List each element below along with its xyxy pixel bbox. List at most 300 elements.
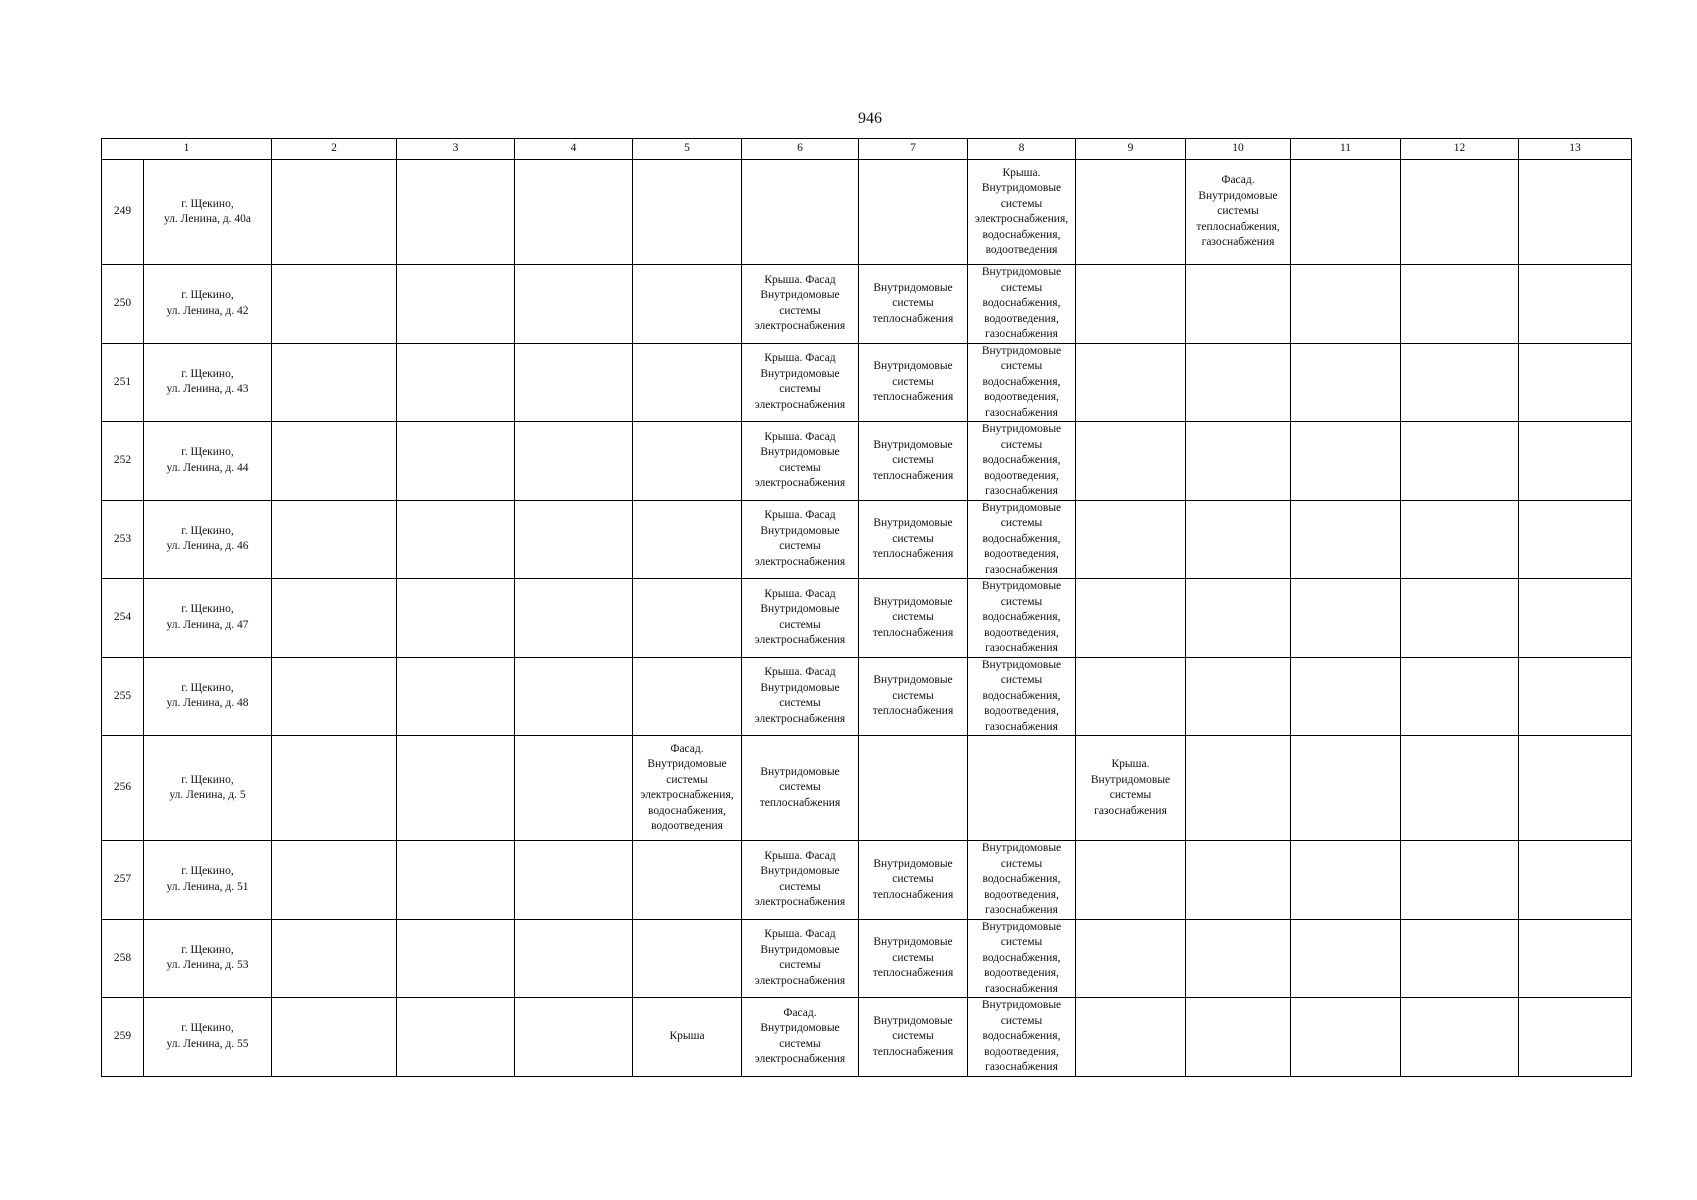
cell-col-7 [859,343,968,422]
cell-col-6 [742,998,859,1077]
cell-col-5 [633,343,742,422]
cell-col-4 [515,736,633,841]
row-number: 257 [102,841,144,920]
cell-text-line: Внутридомовые [873,936,953,948]
cell-col-7 [859,500,968,579]
table-row [102,500,1632,579]
cell-text-line: водоснабжения, [982,532,1061,545]
cell-col-5 [633,657,742,736]
cell-text-line: Внутридомовые [760,524,840,537]
cell-col-8 [968,657,1076,736]
cell-col-4 [515,919,633,998]
cell-text-line: Внутридомовые [873,438,953,451]
cell-col-2 [272,998,397,1077]
cell-col-7 [859,657,968,736]
cell-col-9 [1076,841,1186,920]
cell-text-line: Внутридомовые [981,344,1062,357]
address-cell [144,500,272,579]
cell-col-11 [1291,919,1401,998]
cell-col-12 [1401,422,1519,501]
cell-text-line: водоснабжения, [982,1030,1061,1042]
header-cell-12: 12 [1401,139,1519,160]
cell-col-12 [1401,579,1519,658]
cell-text-line: электроснабжения, [974,213,1069,225]
cell-text-line: системы [892,375,934,388]
table-row [102,579,1632,658]
cell-text-line: газоснабжения [985,982,1058,995]
address-cell [144,265,272,344]
table-row [102,160,1632,265]
cell-text-line: Крыша. Фасад [764,273,836,286]
cell-text-line: системы [779,618,821,631]
repair-schedule-table [101,138,1632,1077]
table-row [102,343,1632,422]
address-cell [144,343,272,422]
cell-col-10 [1186,841,1291,920]
header-cell-7: 7 [859,139,968,160]
cell-col-13 [1519,500,1632,579]
cell-col-6 [742,265,859,344]
cell-text-line: системы [1000,360,1043,372]
cell-col-11 [1291,160,1401,265]
cell-text-line: системы [779,304,821,317]
address-cell [144,657,272,736]
cell-text-line: системы [892,297,934,309]
cell-text-line: системы [779,540,821,553]
cell-col-4 [515,160,633,265]
cell-text-line: водоотведения [985,244,1058,256]
cell-text-line: системы [779,383,821,396]
cell-text-line: системы [892,1030,934,1042]
cell-text-line: водоснабжения, [982,375,1061,388]
cell-col-11 [1291,579,1401,658]
cell-text-line: системы [892,611,934,623]
cell-text-line: Фасад. [783,1006,817,1019]
table-row [102,657,1632,736]
header-cell-4: 4 [515,139,633,160]
cell-text-line: Внутридомовые [1090,773,1171,786]
cell-col-6 [742,160,859,265]
cell-text-line: газоснабжения [1201,236,1275,249]
header-cell-3: 3 [397,139,515,160]
cell-col-2 [272,422,397,501]
cell-text-line: Внутридомовые [760,865,840,878]
cell-col-7 [859,160,968,265]
cell-col-13 [1519,579,1632,658]
cell-col-5 [633,579,742,658]
cell-text-line: системы [666,773,708,786]
cell-text-line: теплоснабжения [872,391,954,403]
cell-text-line: водоснабжения, [982,951,1061,964]
cell-text-line: системы [779,880,821,893]
cell-text-line: газоснабжения [985,563,1058,576]
cell-col-3 [397,919,515,998]
cell-col-2 [272,579,397,658]
address-line: ул. Ленина, д. 48 [166,697,249,710]
cell-text-line: системы [1109,789,1152,801]
address-cell [144,919,272,998]
address-cell [144,736,272,841]
cell-col-12 [1401,343,1519,422]
address-line: ул. Ленина, д. 46 [166,540,249,553]
page-number: 946 [858,110,882,127]
row-number: 256 [102,736,144,841]
cell-col-8 [968,500,1076,579]
cell-text-line: системы [892,873,934,885]
cell-col-8 [968,160,1076,265]
cell-col-10 [1186,736,1291,841]
cell-col-10 [1186,998,1291,1077]
cell-col-12 [1401,736,1519,841]
cell-col-13 [1519,841,1632,920]
cell-col-9 [1076,998,1186,1077]
cell-text-line: Внутридомовые [873,857,953,870]
cell-text-line: водоотведения, [984,888,1059,901]
address-line: г. Щекино, [181,524,234,537]
cell-text-line: электроснабжения [754,320,846,333]
cell-col-11 [1291,841,1401,920]
address-cell [144,841,272,920]
cell-text-line: Крыша. Фасад [764,352,836,365]
cell-text-line: Крыша. Фасад [764,928,836,941]
cell-col-5 [633,736,742,841]
cell-col-12 [1401,657,1519,736]
cell-text-line: Внутридомовые [873,360,953,372]
address-cell [144,422,272,501]
cell-col-9 [1076,422,1186,501]
cell-col-2 [272,343,397,422]
cell-col-13 [1519,657,1632,736]
cell-text-line: системы [1000,281,1043,294]
cell-col-4 [515,657,633,736]
cell-text-line: Внутридомовые [981,182,1062,194]
cell-text-line: водоснабжения, [982,611,1061,623]
cell-text-line: электроснабжения [754,477,846,490]
cell-text-line: системы [1000,936,1043,948]
cell-col-5 [633,422,742,501]
cell-text-line: Крыша. Фасад [764,849,836,862]
row-number: 251 [102,343,144,422]
cell-text-line: Крыша. Фасад [764,587,836,600]
cell-text-line: Внутридомовые [981,423,1062,435]
cell-text-line: Внутридомовые [760,289,840,302]
cell-text-line: теплоснабжения [872,548,954,560]
cell-text-line: Внутридомовые [1198,189,1278,202]
cell-col-3 [397,265,515,344]
cell-col-11 [1291,998,1401,1077]
address-line: г. Щекино, [181,367,234,380]
cell-col-8 [968,343,1076,422]
cell-col-2 [272,657,397,736]
header-cell-2: 2 [272,139,397,160]
cell-col-6 [742,500,859,579]
cell-text-line: теплоснабжения [872,626,954,639]
cell-text-line: системы [1000,595,1043,608]
table-row [102,841,1632,920]
cell-text-line: водоотведения, [984,705,1059,717]
cell-text-line: Крыша. Фасад [764,509,836,522]
address-cell [144,579,272,658]
header-cell-1: 1 [102,139,272,160]
cell-col-6 [742,657,859,736]
table-body [102,139,1632,1077]
cell-col-3 [397,998,515,1077]
cell-col-7 [859,841,968,920]
cell-text-line: Внутридомовые [981,842,1062,854]
cell-col-10 [1186,919,1291,998]
cell-text-line: водоснабжения, [982,228,1061,241]
cell-col-13 [1519,736,1632,841]
cell-text-line: Внутридомовые [760,681,840,694]
cell-text-line: электроснабжения [754,1053,846,1066]
cell-text-line: электроснабжения [754,555,846,568]
cell-text-line: системы [779,1037,821,1050]
cell-col-10 [1186,500,1291,579]
cell-text-line: Внутридомовые [981,266,1062,278]
cell-col-3 [397,160,515,265]
cell-col-3 [397,736,515,841]
address-line: ул. Ленина, д. 44 [166,461,249,474]
cell-col-2 [272,919,397,998]
cell-col-7 [859,265,968,344]
cell-col-2 [272,265,397,344]
cell-text-line: электроснабжения [754,634,846,647]
cell-text-line: водоотведения, [984,548,1059,560]
cell-col-9 [1076,265,1186,344]
cell-text-line: водоотведения [651,820,723,832]
cell-col-11 [1291,736,1401,841]
cell-text-line: водоотведения, [984,967,1059,979]
cell-text-line: системы [1000,1014,1043,1027]
cell-col-6 [742,841,859,920]
cell-col-5 [633,919,742,998]
cell-col-3 [397,579,515,658]
cell-text-line: водоснабжения, [982,873,1061,885]
cell-col-12 [1401,500,1519,579]
cell-col-6 [742,736,859,841]
address-cell [144,998,272,1077]
row-number: 258 [102,919,144,998]
cell-col-8 [968,841,1076,920]
cell-col-3 [397,657,515,736]
cell-text-line: Внутридомовые [873,281,953,294]
row-number: 252 [102,422,144,501]
row-number: 249 [102,160,144,265]
cell-text-line: теплоснабжения [759,796,841,809]
cell-col-6 [742,919,859,998]
cell-text-line: газоснабжения [985,406,1058,419]
cell-text-line: газоснабжения [1094,804,1167,817]
cell-text-line: теплоснабжения, [1196,220,1280,233]
cell-text-line: системы [1217,205,1259,218]
cell-text-line: системы [779,781,821,794]
cell-col-5 [633,841,742,920]
cell-text-line: теплоснабжения [872,312,954,325]
cell-text-line: Внутридомовые [873,595,953,608]
header-cell-8: 8 [968,139,1076,160]
cell-col-8 [968,422,1076,501]
cell-col-13 [1519,265,1632,344]
cell-text-line: электроснабжения, [640,789,734,801]
cell-col-6 [742,422,859,501]
cell-text-line: системы [1000,674,1043,686]
cell-text-line: Внутридомовые [760,446,840,459]
cell-text-line: Внутридомовые [981,999,1062,1011]
cell-text-line: электроснабжения [754,896,846,909]
cell-col-8 [968,998,1076,1077]
cell-text-line: Внутридомовые [647,758,727,770]
row-number: 254 [102,579,144,658]
address-line: г. Щекино, [181,289,234,302]
cell-col-11 [1291,422,1401,501]
cell-text-line: теплоснабжения [872,469,954,482]
cell-text-line: Внутридомовые [981,501,1062,514]
cell-col-11 [1291,500,1401,579]
cell-col-12 [1401,160,1519,265]
cell-text-line: системы [892,532,934,545]
cell-col-9 [1076,736,1186,841]
cell-text-line: газоснабжения [985,328,1058,340]
cell-col-12 [1401,919,1519,998]
header-cell-5: 5 [633,139,742,160]
row-number: 250 [102,265,144,344]
cell-col-12 [1401,841,1519,920]
cell-col-8 [968,579,1076,658]
cell-col-10 [1186,160,1291,265]
cell-text-line: Внутридомовые [760,1022,840,1035]
cell-col-13 [1519,422,1632,501]
cell-text-line: системы [1000,517,1043,529]
address-line: ул. Ленина, д. 40а [163,213,252,225]
address-line: г. Щекино, [181,681,234,694]
cell-col-2 [272,160,397,265]
cell-text-line: Крыша. [1111,758,1150,770]
table-row [102,736,1632,841]
address-line: ул. Ленина, д. 43 [166,383,249,396]
cell-text-line: системы [1000,197,1043,210]
cell-text-line: водоотведения, [984,1045,1059,1058]
cell-text-line: водоотведения, [984,391,1059,403]
cell-col-4 [515,998,633,1077]
cell-text-line: Фасад. [670,742,704,755]
cell-col-10 [1186,265,1291,344]
row-number: 253 [102,500,144,579]
cell-text-line: теплоснабжения [872,888,954,901]
cell-col-9 [1076,343,1186,422]
table-row [102,422,1632,501]
cell-text-line: Внутридомовые [981,580,1062,592]
cell-col-7 [859,919,968,998]
cell-text-line: водоснабжения, [982,689,1061,702]
address-line: г. Щекино, [181,865,234,878]
cell-col-4 [515,841,633,920]
cell-text-line: водоотведения, [984,312,1059,325]
cell-text-line: теплоснабжения [872,967,954,979]
cell-col-10 [1186,422,1291,501]
header-cell-9: 9 [1076,139,1186,160]
cell-col-11 [1291,343,1401,422]
cell-text-line: Внутридомовые [981,658,1062,671]
cell-text-line: Внутридомовые [760,367,840,380]
cell-text-line: Внутридомовые [873,517,953,529]
cell-col-9 [1076,657,1186,736]
header-cell-10: 10 [1186,139,1291,160]
cell-col-11 [1291,657,1401,736]
cell-text-line: Крыша [669,1030,705,1042]
row-number: 255 [102,657,144,736]
address-line: г. Щекино, [181,197,234,210]
cell-text-line: системы [779,461,821,474]
cell-text-line: системы [1000,438,1043,451]
cell-col-5 [633,500,742,579]
cell-text-line: электроснабжения [754,398,846,411]
cell-text-line: Внутридомовые [873,674,953,686]
cell-text-line: Крыша. [1002,166,1041,179]
cell-text-line: Крыша. Фасад [764,430,836,443]
cell-text-line: Крыша. Фасад [764,666,836,679]
cell-text-line: водоотведения, [984,626,1059,639]
cell-col-9 [1076,579,1186,658]
cell-text-line: водоснабжения, [982,454,1061,466]
row-number: 259 [102,998,144,1077]
address-line: ул. Ленина, д. 51 [166,880,249,893]
header-cell-13: 13 [1519,139,1632,160]
header-row [102,139,1632,160]
cell-text-line: газоснабжения [985,720,1058,733]
cell-col-13 [1519,998,1632,1077]
cell-text-line: водоснабжения, [648,804,726,817]
cell-col-2 [272,736,397,841]
cell-col-3 [397,422,515,501]
cell-text-line: теплоснабжения [872,705,954,717]
address-line: ул. Ленина, д. 5 [169,789,246,801]
cell-col-6 [742,579,859,658]
cell-col-5 [633,265,742,344]
cell-text-line: газоснабжения [985,904,1058,916]
cell-col-3 [397,841,515,920]
cell-text-line: системы [1000,857,1043,870]
cell-text-line: водоснабжения, [982,297,1061,309]
cell-text-line: системы [892,951,934,964]
address-line: г. Щекино, [181,773,234,786]
address-line: г. Щекино, [181,603,234,616]
cell-text-line: водоотведения, [984,469,1059,482]
cell-text-line: Внутридомовые [760,765,840,778]
cell-text-line: системы [779,959,821,972]
table-row [102,919,1632,998]
cell-col-13 [1519,919,1632,998]
address-line: г. Щекино, [181,943,234,956]
table-row [102,998,1632,1077]
cell-col-7 [859,579,968,658]
header-cell-6: 6 [742,139,859,160]
cell-text-line: системы [892,454,934,466]
address-line: г. Щекино, [181,446,234,459]
cell-text-line: электроснабжения [754,974,846,987]
header-cell-11: 11 [1291,139,1401,160]
cell-col-3 [397,500,515,579]
cell-text-line: теплоснабжения [872,1045,954,1058]
cell-col-8 [968,265,1076,344]
cell-text-line: газоснабжения [985,485,1058,497]
cell-text-line: системы [892,689,934,702]
cell-col-4 [515,422,633,501]
cell-text-line: системы [779,697,821,710]
cell-col-4 [515,500,633,579]
cell-col-5 [633,998,742,1077]
cell-col-9 [1076,919,1186,998]
cell-col-7 [859,736,968,841]
